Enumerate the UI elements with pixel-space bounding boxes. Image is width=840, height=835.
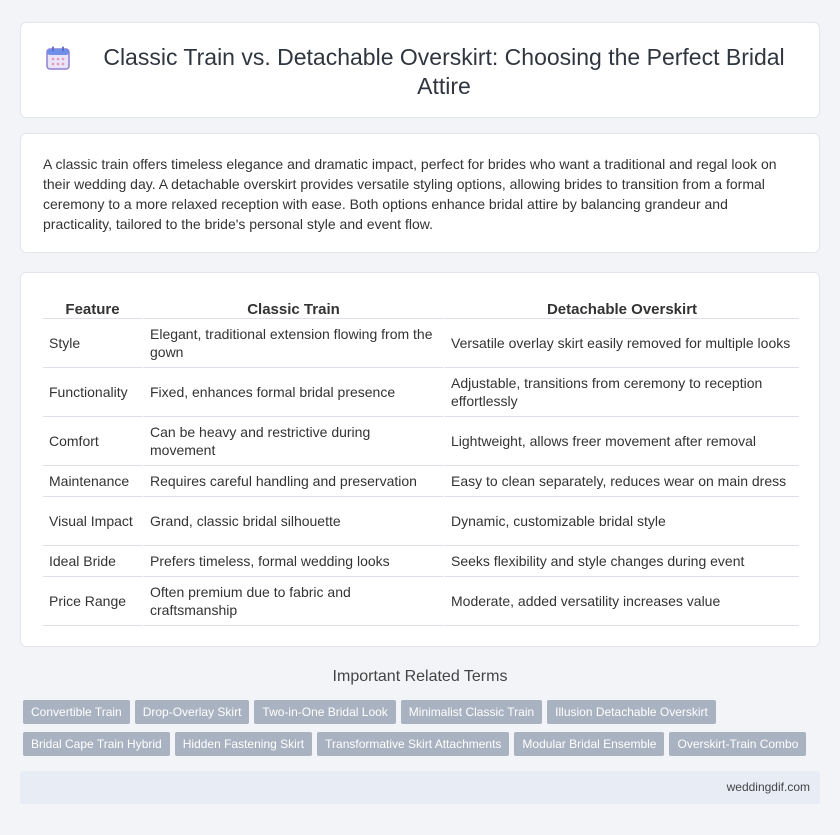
table-header-row (43, 295, 799, 319)
feature-cell: Style (43, 319, 142, 368)
detachable-overskirt-cell: Moderate, added versatility increases value (443, 577, 799, 626)
detachable-overskirt-cell: Easy to clean separately, reduces wear on main dress (443, 466, 799, 497)
table-row (43, 466, 799, 497)
footer-site-link[interactable]: weddingdif.com (726, 780, 810, 794)
related-term-tag[interactable]: Overskirt-Train Combo (669, 732, 806, 756)
related-term-tag[interactable]: Bridal Cape Train Hybrid (23, 732, 170, 756)
table-row (43, 368, 799, 417)
feature-cell: Ideal Bride (43, 546, 142, 577)
detachable-overskirt-cell: Lightweight, allows freer movement after removal (443, 417, 799, 466)
header-classic-train: Classic Train (142, 295, 443, 319)
feature-cell: Visual Impact (43, 497, 142, 546)
related-term-tag[interactable]: Two-in-One Bridal Look (254, 700, 395, 724)
classic-train-cell: Requires careful handling and preservation (142, 466, 443, 497)
header-detachable-overskirt: Detachable Overskirt (443, 295, 799, 319)
footer (20, 771, 820, 804)
related-term-tag[interactable]: Convertible Train (23, 700, 130, 724)
table-row (43, 577, 799, 626)
feature-cell: Comfort (43, 417, 142, 466)
calendar-icon (45, 45, 71, 71)
header-feature: Feature (43, 295, 142, 319)
classic-train-cell: Can be heavy and restrictive during movement (142, 417, 443, 466)
intro-paragraph: A classic train offers timeless elegance and dramatic impact, perfect for brides who want a traditional and regal look on their wedding day. A detachable overskirt provides versatile styling options, allowing brides to transition from a formal ceremony to a more relaxed reception with ease. Both options enhance bridal attire by balancing grandeur and practicality, tailored to the bride's personal style and event flow. (43, 156, 777, 232)
related-term-tag[interactable]: Illusion Detachable Overskirt (547, 700, 716, 724)
table-row (43, 546, 799, 577)
comparison-table-card (20, 272, 820, 647)
feature-cell: Functionality (43, 368, 142, 417)
detachable-overskirt-cell: Dynamic, customizable bridal style (443, 497, 799, 546)
title-row (45, 43, 795, 101)
classic-train-cell: Elegant, traditional extension flowing from the gown (142, 319, 443, 368)
intro-card (20, 133, 820, 253)
related-term-tag[interactable]: Hidden Fastening Skirt (175, 732, 312, 756)
related-terms-title: Important Related Terms (332, 668, 508, 685)
page-title: Classic Train vs. Detachable Overskirt: Choosing the Perfect Bridal Attire (103, 44, 785, 99)
detachable-overskirt-cell: Adjustable, transitions from ceremony to reception effortlessly (443, 368, 799, 417)
related-term-tag[interactable]: Transformative Skirt Attachments (317, 732, 509, 756)
detachable-overskirt-cell: Versatile overlay skirt easily removed for multiple looks (443, 319, 799, 368)
header-card (20, 22, 820, 118)
related-terms-list (23, 700, 823, 764)
detachable-overskirt-cell: Seeks flexibility and style changes during event (443, 546, 799, 577)
table-row (43, 417, 799, 466)
feature-cell: Maintenance (43, 466, 142, 497)
table-row (43, 319, 799, 368)
table-row (43, 497, 799, 546)
classic-train-cell: Grand, classic bridal silhouette (142, 497, 443, 546)
related-term-tag[interactable]: Modular Bridal Ensemble (514, 732, 664, 756)
comparison-table (43, 295, 799, 626)
feature-cell: Price Range (43, 577, 142, 626)
classic-train-cell: Prefers timeless, formal wedding looks (142, 546, 443, 577)
classic-train-cell: Fixed, enhances formal bridal presence (142, 368, 443, 417)
classic-train-cell: Often premium due to fabric and craftsmanship (142, 577, 443, 626)
related-term-tag[interactable]: Minimalist Classic Train (401, 700, 542, 724)
related-term-tag[interactable]: Drop-Overlay Skirt (135, 700, 250, 724)
